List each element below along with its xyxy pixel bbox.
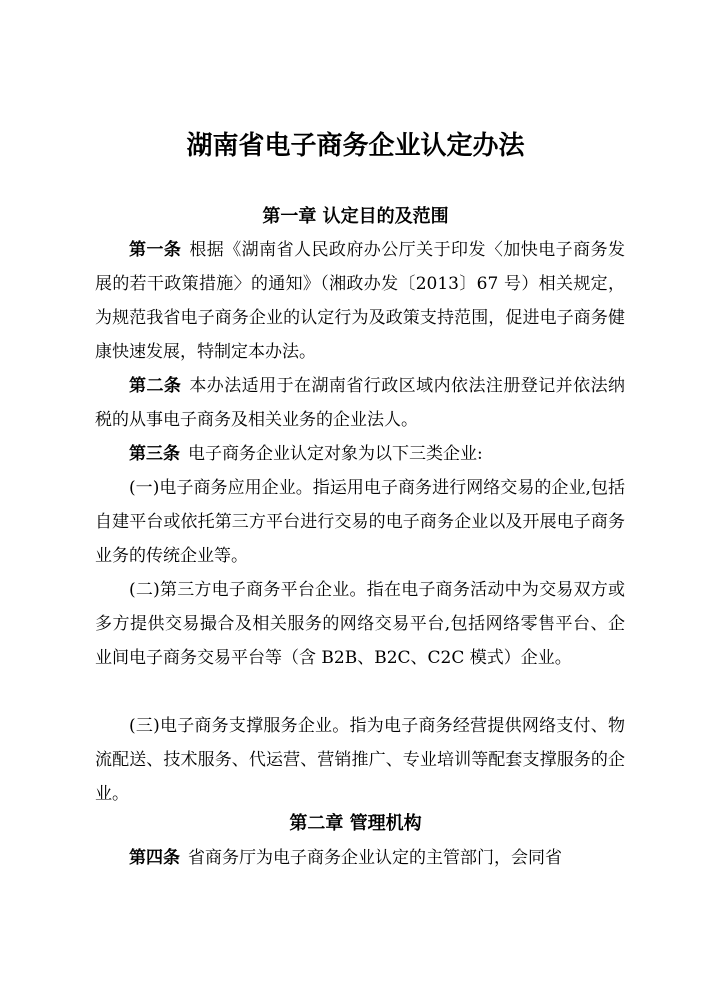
article-3 [95,437,625,471]
article-3-text: 电子商务企业认定对象为以下三类企业: [188,444,483,464]
article-2-text: 本办法适用于在湖南省行政区域内依法注册登记并依法纳税的从事电子商务及相关业务的企业法人。 [95,376,626,430]
list-item-1: (一)电子商务应用企业。指运用电子商务进行网络交易的企业,包括自建平台或依托第三方平台进行交易的电子商务企业以及开展电子商务业务的传统企业等。 [95,478,625,566]
article-4 [95,841,625,875]
article-3-heading: 第三条 [129,444,180,464]
article-4-heading: 第四条 [129,848,180,868]
article-1-text: 根据《湖南省人民政府办公厅关于印发〈加快电子商务发展的若干政策措施〉的通知》（湘政办发〔2013〕67 号）相关规定，为规范我省电子商务企业的认定行为及政策支持范围，促进电子商务健康快速发展，特制定本办法。 [95,240,626,362]
article-2 [95,369,625,437]
chapter-heading-2: 第二章 管理机构 [289,813,422,834]
article-2-heading: 第二条 [129,376,182,396]
article-1 [95,233,625,369]
list-item-3: (三)电子商务支撑服务企业。指为电子商务经营提供网络支付、物流配送、技术服务、代运营、营销推广、专业培训等配套支撑服务的企业。 [95,716,625,804]
article-1-heading: 第一条 [129,240,182,260]
article-4-text: 省商务厅为电子商务企业认定的主管部门，会同省 [188,848,562,868]
chapter-heading-1: 第一章 认定目的及范围 [262,206,449,227]
document-title: 湖南省电子商务企业认定办法 [186,131,525,161]
list-item-2: (二)第三方电子商务平台企业。指在电子商务活动中为交易双方或多方提供交易撮合及相关服务的网络交易平台,包括网络零售平台、企业间电子商务交易平台等（含 B2B、B2C、C2C 模式）企业。 [95,580,625,668]
